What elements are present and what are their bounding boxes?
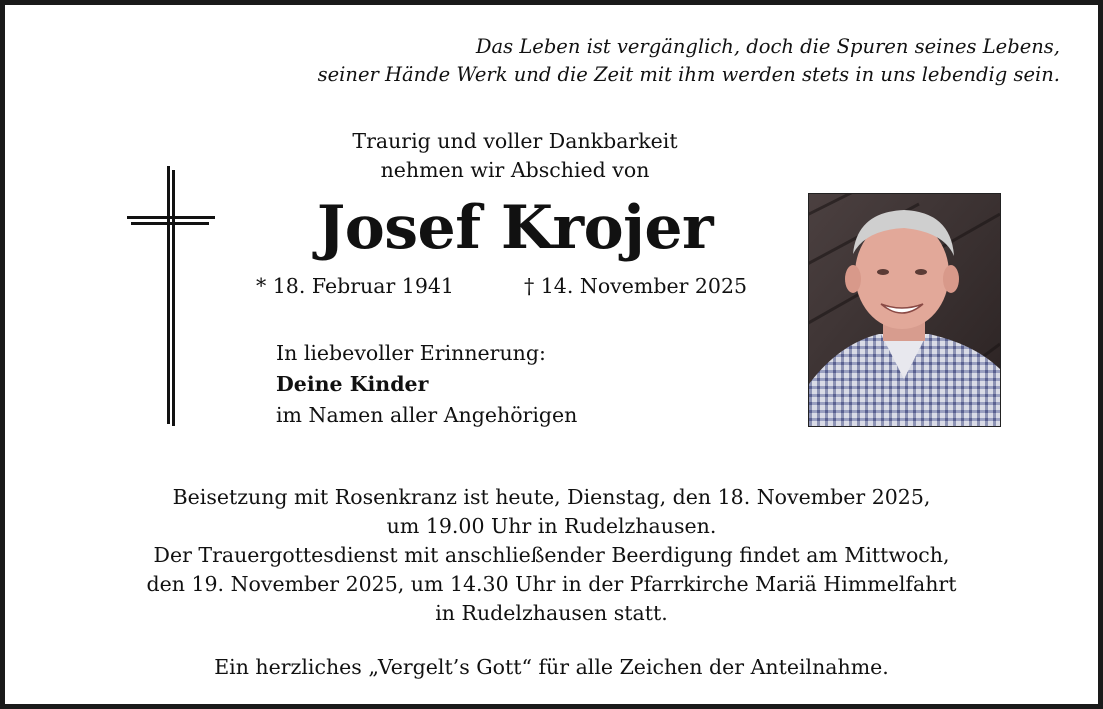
motto-quote bbox=[318, 33, 1060, 89]
mourners-on-behalf: im Namen aller Angehörigen bbox=[276, 403, 578, 427]
mourners-name: Deine Kinder bbox=[276, 372, 429, 396]
intro-line-2: nehmen wir Abschied von bbox=[380, 158, 650, 182]
details-line-1: Beisetzung mit Rosenkranz ist heute, Dienstag, den 18. November 2025, bbox=[172, 485, 931, 509]
details-line-5: in Rudelzhausen statt. bbox=[435, 601, 668, 625]
funeral-details bbox=[5, 483, 1098, 628]
memory-block bbox=[276, 338, 577, 431]
deceased-name: Josef Krojer bbox=[316, 193, 714, 263]
death-date: † 14. November 2025 bbox=[524, 274, 748, 298]
cross-icon bbox=[125, 166, 217, 428]
thanks-line: Ein herzliches „Vergelt’s Gott“ für alle Zeichen der Anteilnahme. bbox=[214, 655, 889, 679]
portrait-photo bbox=[808, 193, 1001, 427]
details-line-4: den 19. November 2025, um 14.30 Uhr in der Pfarrkirche Mariä Himmelfahrt bbox=[146, 572, 957, 596]
intro-text bbox=[265, 127, 765, 185]
details-line-3: Der Trauergottesdienst mit anschließender Beerdigung findet am Mittwoch, bbox=[153, 543, 950, 567]
intro-line-1: Traurig und voller Dankbarkeit bbox=[352, 129, 678, 153]
birth-date: * 18. Februar 1941 bbox=[256, 274, 454, 298]
motto-line-1: Das Leben ist vergänglich, doch die Spuren seines Lebens, bbox=[475, 35, 1060, 58]
details-line-2: um 19.00 Uhr in Rudelzhausen. bbox=[386, 514, 717, 538]
motto-line-2: seiner Hände Werk und die Zeit mit ihm werden stets in uns lebendig sein. bbox=[317, 63, 1060, 86]
memory-heading: In liebevoller Erinnerung: bbox=[276, 341, 546, 365]
